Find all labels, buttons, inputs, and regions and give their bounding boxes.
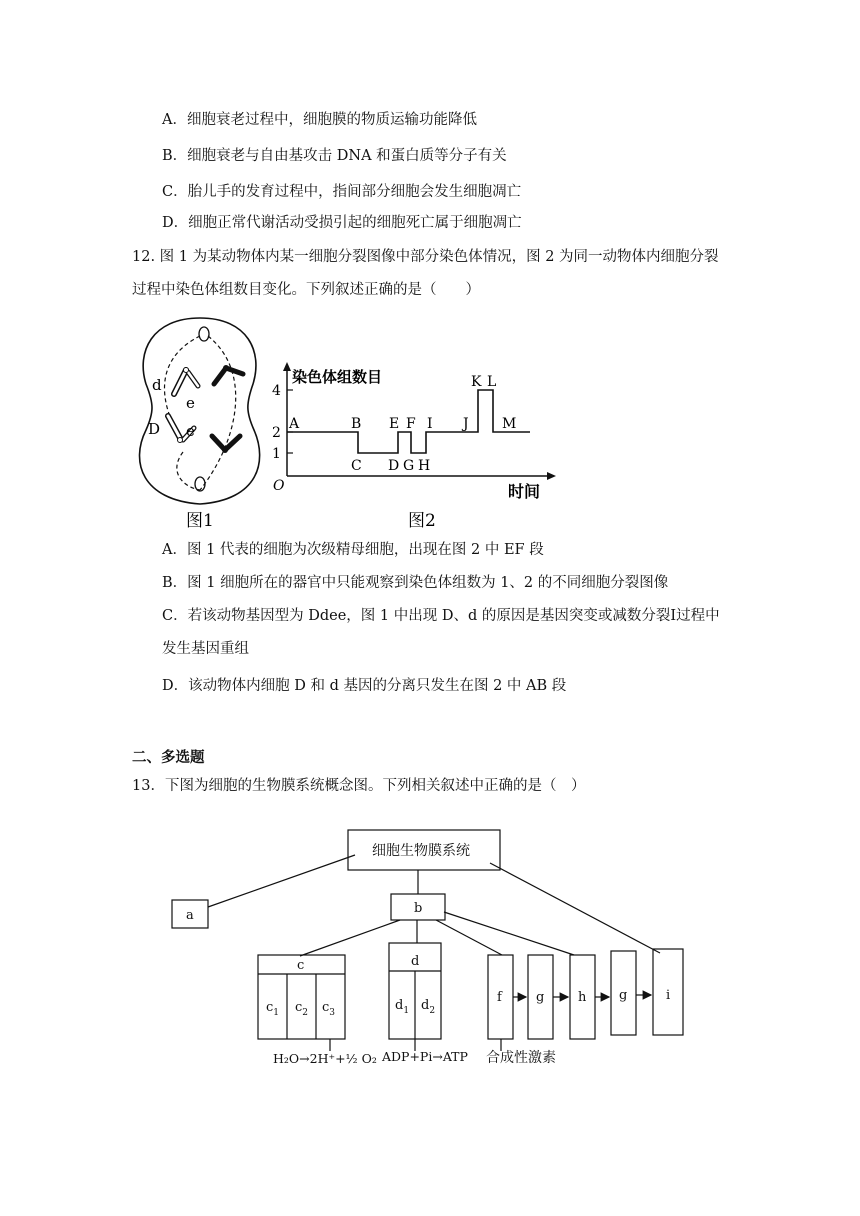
section-2-title: 二、多选题 (132, 749, 205, 766)
membrane-system-diagram (160, 825, 700, 1075)
origin-label: O (273, 478, 285, 494)
label-c1: $c_1$ (266, 1000, 280, 1018)
q11-option-d: D．细胞正常代谢活动受损引起的细胞死亡属于细胞凋亡 (162, 215, 522, 231)
q12-option-c-line1: C．若该动物基因型为 Ddee，图 1 中出现 D、d 的原因是基因突变或减数分裂Ⅰ过程中 (162, 608, 720, 624)
label-i: i (666, 988, 671, 1003)
point-E: E (389, 416, 400, 432)
label-b: b (414, 901, 423, 916)
q12-option-c-line2: 发生基因重组 (162, 641, 249, 657)
root-label: 细胞生物膜系统 (372, 843, 470, 859)
point-F: F (406, 416, 416, 432)
point-B: B (351, 416, 362, 432)
label-d1: $d_1$ (395, 998, 410, 1016)
chromosome-right-top (214, 368, 243, 384)
point-G: G (403, 458, 415, 474)
point-A: A (289, 416, 300, 432)
label-g2: g (619, 988, 628, 1003)
label-e-bottom: e (186, 422, 195, 440)
q12-stem-line2: 过程中染色体组数目变化。下列叙述正确的是（ ） (132, 282, 480, 298)
y-tick-4: 4 (272, 383, 281, 399)
x-axis-title: 时间 (508, 482, 541, 501)
q12-option-a: A．图 1 代表的细胞为次级精母细胞，出现在图 2 中 EF 段 (162, 542, 544, 558)
label-e-top: e (186, 394, 195, 412)
label-a: a (186, 908, 194, 923)
figure-2-caption: 图2 (408, 511, 436, 531)
point-L: L (487, 374, 497, 390)
q12-stem-line1: 12. 图 1 为某动物体内某一细胞分裂图像中部分染色体情况，图 2 为同一动物体内细胞分裂 (132, 249, 719, 265)
figure-1-cell-diagram (128, 312, 273, 532)
point-H: H (418, 458, 431, 474)
d-reaction: ADP+Pi→ATP (382, 1049, 468, 1064)
q12-option-d: D．该动物体内细胞 D 和 d 基因的分离只发生在图 2 中 AB 段 (162, 678, 567, 694)
y-tick-1: 1 (272, 446, 281, 462)
label-c: c (297, 958, 305, 973)
q11-option-b: B．细胞衰老与自由基攻击 DNA 和蛋白质等分子有关 (162, 148, 507, 164)
bottom-pole (195, 477, 205, 491)
label-c2: $c_2$ (295, 1000, 309, 1018)
top-pole (199, 327, 209, 341)
point-K: K (471, 374, 482, 390)
y-tick-2: 2 (272, 425, 281, 441)
q13-stem: 13．下图为细胞的生物膜系统概念图。下列相关叙述中正确的是（ ） (132, 778, 586, 794)
point-I: I (427, 416, 433, 432)
point-D: D (388, 458, 400, 474)
q11-option-c: C．胎儿手的发育过程中，指间部分细胞会发生细胞凋亡 (162, 184, 522, 200)
point-J: J (463, 416, 469, 432)
point-C: C (351, 458, 362, 474)
y-axis-title: 染色体组数目 (292, 368, 383, 386)
label-D: D (148, 420, 161, 438)
label-f: f (497, 990, 502, 1005)
label-d: d (152, 376, 162, 394)
figure-2-graph (268, 360, 568, 532)
spindle-line-bottom (177, 452, 200, 490)
q12-option-b: B．图 1 细胞所在的器官中只能观察到染色体组数为 1、2 的不同细胞分裂图像 (162, 575, 669, 591)
figure-1-caption: 图1 (186, 511, 214, 531)
label-h: h (578, 990, 587, 1005)
c-reaction: H₂O→2H⁺+½ O₂ (273, 1051, 377, 1066)
label-g1: g (536, 990, 545, 1005)
cell-membrane (140, 318, 260, 504)
q11-option-a: A．细胞衰老过程中，细胞膜的物质运输功能降低 (162, 112, 477, 128)
f-product: 合成性激素 (486, 1050, 556, 1066)
point-M: M (502, 416, 517, 432)
label-d2: $d_2$ (421, 998, 436, 1016)
spindle-line-right (200, 336, 236, 490)
label-d-box: d (411, 954, 420, 969)
label-c3: $c_3$ (322, 1000, 336, 1018)
